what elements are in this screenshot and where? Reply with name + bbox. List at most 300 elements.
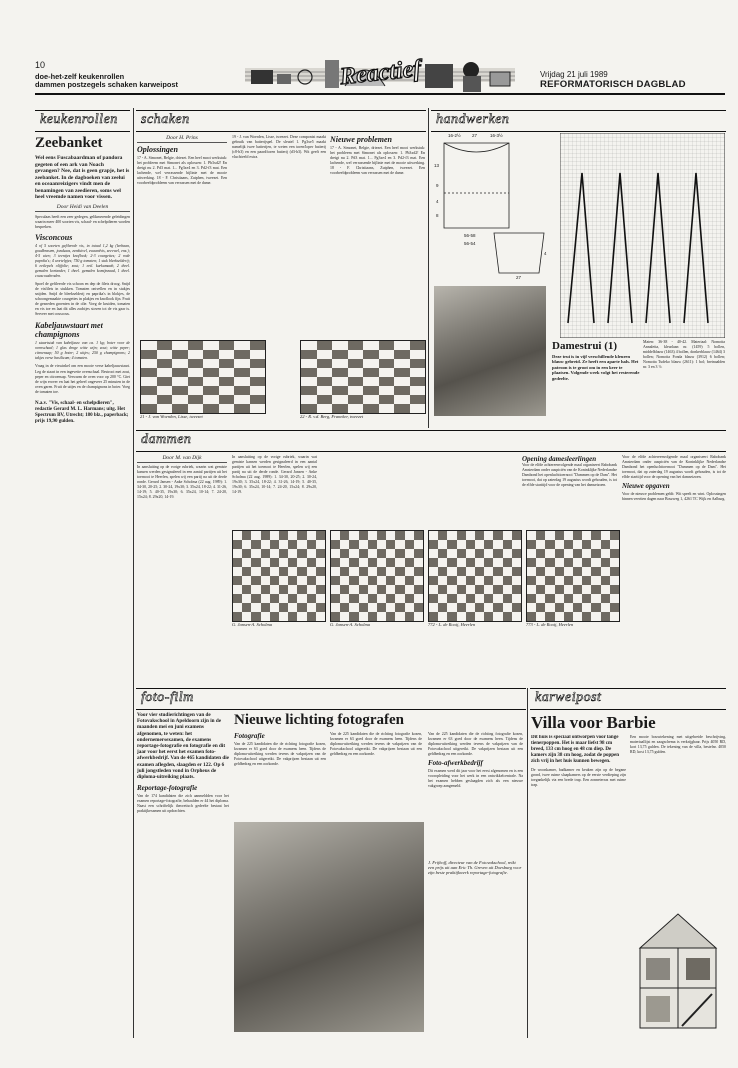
board-square [233,612,242,621]
board-square [233,585,242,594]
board-square [379,368,395,377]
board-square [457,540,466,549]
handwerken-lead: Deze trui is in vijf verschillende kleuren blauw gebreid. Ze heeft een aparte hals. Het patroon is te groot om in een keer te plaatsen. Volgende week volgt het resterende gedeelte. [552,354,640,381]
board-square [429,585,438,594]
board-square [545,531,554,540]
board-square [601,612,610,621]
draughts-diagram-1 [232,530,326,622]
pattern-label-7: 8 [436,213,439,218]
board-square [251,531,260,540]
board-square [429,540,438,549]
board-square [279,612,288,621]
board-square [349,603,358,612]
board-square [317,359,333,368]
board-square [438,531,447,540]
board-square [591,603,600,612]
board-square [438,549,447,558]
board-square [457,549,466,558]
foto-intro-text: Voor vier studierichtingen van de Fotovakschool in Apeldoorn zijn in de maanden mei en juni examens afgenomen, te weten: het ondernemersexamen, de examens reportage-fotografie en fotografie en dit jaar voor het eerst het examen foto-afwerkbedrijf. Van de 465 kandidaten die examen aflegden, slaagden er 122. Op 6 juli jongstleden vond in Orpheus de diploma-uitreiking plaats. [137,712,229,781]
board-square [493,531,502,540]
board-square [394,359,410,368]
board-square [503,540,512,549]
board-square [536,531,545,540]
topics-line-1: doe-het-zelf keukenrollen [35,72,125,81]
foto-heading-fotografie: Fotografie [234,732,265,740]
draughts-caption-2: G. Jansen-A. Scholma [330,622,370,627]
board-square [250,341,266,350]
board-square [527,549,536,558]
paper-name: REFORMATORISCH DAGBLAD [540,79,686,90]
board-square [234,404,250,413]
board-square [493,558,502,567]
board-square [466,576,475,585]
board-square [288,531,297,540]
board-square [157,341,173,350]
board-square [340,540,349,549]
board-square [493,576,502,585]
board-square [297,612,306,621]
board-square [219,368,235,377]
board-square [457,567,466,576]
board-square [234,341,250,350]
board-square [573,558,582,567]
board-square [363,350,379,359]
board-square [429,576,438,585]
foto-caption-box [428,860,523,1030]
board-square [261,576,270,585]
board-square [545,567,554,576]
board-square [307,594,316,603]
board-square [251,576,260,585]
dammen-body-1b: In aansluiting op de vorige rubriek, waarin wat gemiste kansen werden gesignaleerd in een aantal partijen uit het toernooi te Heerlen, spelen wij een partij na uit de derde ronde. Gerard Jansen - Anke Scholma (22 aug. 1989): 1. 34-30, 20-25; 2. 30-24, 19x30; 3. 35x24, 18-22; 4. 31-26, 14-19; 5. 40-35, 19x30; 6. 35x24, 10-14; 7. 24-20, 15x24; 8. 29x20, 14-19. [232,455,317,495]
board-square [601,594,610,603]
board-square [410,395,426,404]
board-square [141,350,157,359]
foto-col-2 [234,732,326,817]
pattern-label-9: 56-54 [464,241,476,246]
board-square [386,576,395,585]
board-square [348,395,364,404]
keuken-recipe-1: 4 of 5 soorten gefileerde vis, in totaal 1,2 kg (leebaan, goudbrasem, jozukaas, zeeduivel, zwaardvis, zeevwel, enz.); 4-5 uien; 3 teentjes knoflook; 2-3 courgettes; 2 rode paprika's; 4 wortelpjes; 750 g tomaten; 1 stuk bleekselderij; 6 eetlepels olijfolie; zout; 1 eetl. kurkumaab, 2 theel. gemalen koriander, 1 theel. gemalen komijnzaad, 1 theel. couscousbroden. [35,243,130,278]
board-square [288,558,297,567]
board-square [297,540,306,549]
board-square [242,576,251,585]
board-square [503,558,512,567]
column-divider-1 [133,108,134,1038]
board-square [363,368,379,377]
board-square [512,585,521,594]
board-square [141,377,157,386]
board-square [573,612,582,621]
board-square [555,540,564,549]
board-square [536,540,545,549]
board-square [234,386,250,395]
board-square [475,603,484,612]
board-square [307,585,316,594]
knitting-chart-grid-icon [560,133,725,338]
board-square [270,576,279,585]
board-square [288,594,297,603]
karwei-col-2 [630,735,726,905]
board-square [484,576,493,585]
board-square [545,612,554,621]
board-square [582,540,591,549]
board-square [157,368,173,377]
board-square [270,594,279,603]
board-square [527,585,536,594]
board-square [331,612,340,621]
board-square [157,386,173,395]
board-square [188,404,204,413]
masthead-topics [35,73,178,90]
board-square [317,377,333,386]
board-square [582,612,591,621]
board-square [307,567,316,576]
board-square [301,350,317,359]
sweater-pattern-icon [434,133,554,283]
board-square [466,603,475,612]
board-square [251,585,260,594]
board-square [297,558,306,567]
board-square [564,567,573,576]
board-square [394,404,410,413]
board-square [250,386,266,395]
board-square [297,594,306,603]
board-square [447,540,456,549]
board-square [157,350,173,359]
board-square [466,531,475,540]
board-square [250,377,266,386]
dammen-body-2b: Voor de elfde achtereenvolgende maal organiseert Rabobank Amsterdam onder auspiciën van de Koninklijke Nederlandse Dambond het openluchttoernooi "Dammen op de Dam". Het toernooi, dat op zaterdag 19 augustus wordt gehouden, is tot de elfde starttijd voor de opening van het damseizoen. [622,455,726,480]
board-square [279,603,288,612]
board-square [429,594,438,603]
board-square [233,576,242,585]
page-number: 10 [35,60,46,70]
board-square [591,576,600,585]
board-square [493,540,502,549]
board-square [512,540,521,549]
board-square [332,341,348,350]
board-square [429,567,438,576]
board-square [368,549,377,558]
board-square [331,531,340,540]
chess-diagram-22 [300,340,426,414]
dammen-col-1 [137,455,227,680]
board-square [234,377,250,386]
board-square [545,540,554,549]
board-square [536,549,545,558]
issue-date: Vrijdag 21 juli 1989 [540,70,608,79]
board-square [447,567,456,576]
board-square [405,603,414,612]
board-square [261,540,270,549]
board-square [457,576,466,585]
board-square [573,585,582,594]
board-square [379,395,395,404]
board-square [359,540,368,549]
board-square [405,540,414,549]
board-square [555,585,564,594]
board-square [340,549,349,558]
schaken-col-2 [232,135,326,335]
pattern-label-11: 4 [544,251,547,256]
board-square [297,549,306,558]
board-square [359,567,368,576]
board-square [573,576,582,585]
board-square [545,549,554,558]
board-square [251,549,260,558]
board-square [157,377,173,386]
board-square [405,567,414,576]
keuken-lead: Wel eens Fuscabaardman of pandora gegeten of een ark van Noach gevangen? Nee, dat is geen grapje, het is zeebanket. In de dagboeken van zeelui en oceaanreizigers vindt men de benamingen van zeedieren, soms wel heel vreemde namen voor vissen. [35,155,130,200]
board-square [484,567,493,576]
board-square [564,594,573,603]
board-square [270,558,279,567]
pattern-label-4: 13 [434,163,440,168]
board-square [414,549,423,558]
board-square [527,558,536,567]
board-square [555,603,564,612]
board-square [527,531,536,540]
board-square [288,603,297,612]
board-square [359,603,368,612]
board-square [332,404,348,413]
keuken-byline: Door Heidi van Deelen [35,204,130,212]
board-square [410,350,426,359]
board-square [601,585,610,594]
board-square [484,531,493,540]
board-square [279,549,288,558]
board-square [379,377,395,386]
board-square [414,585,423,594]
board-square [242,612,251,621]
board-square [288,612,297,621]
board-square [466,612,475,621]
board-square [288,549,297,558]
board-square [379,359,395,368]
board-square [203,350,219,359]
board-square [414,567,423,576]
board-square [447,585,456,594]
board-square [582,549,591,558]
board-square [457,603,466,612]
board-square [410,359,426,368]
board-square [233,531,242,540]
board-square [363,341,379,350]
board-square [545,585,554,594]
board-square [573,567,582,576]
column-divider-3 [527,688,528,1038]
board-square [301,359,317,368]
board-square [233,603,242,612]
board-square [386,585,395,594]
board-square [573,549,582,558]
board-square [251,558,260,567]
board-square [251,603,260,612]
board-square [188,386,204,395]
dammen-byline: Door M. van Dijk [137,455,227,463]
foto-col-3 [330,732,422,817]
board-square [233,540,242,549]
foto-award-photo [234,822,424,1032]
board-square [493,612,502,621]
board-square [331,576,340,585]
board-square [503,576,512,585]
board-square [359,549,368,558]
board-square [555,567,564,576]
board-square [363,359,379,368]
board-square [601,549,610,558]
board-square [261,585,270,594]
board-square [261,558,270,567]
board-square [512,576,521,585]
board-square [279,585,288,594]
board-square [395,612,404,621]
board-square [475,549,484,558]
board-square [331,594,340,603]
board-square [573,594,582,603]
foto-body-1: Van de 225 kandidaten die de richting fotografie kozen, kwamen er 63 goed door de examens heen. Tijdens de diploma-uitreiking werden tevens de vakprijzen van de Fotovakschool uitgereikt. De vakprijzen bestaan uit een geldbedrag en een oorkonde. [234,742,326,767]
board-square [172,350,188,359]
board-square [340,594,349,603]
board-square [203,377,219,386]
chess-diagram-21 [140,340,266,414]
board-square [368,585,377,594]
board-square [410,386,426,395]
board-square [317,341,333,350]
board-square [555,612,564,621]
board-square [405,594,414,603]
board-square [279,540,288,549]
board-square [141,359,157,368]
board-square [555,594,564,603]
board-square [429,531,438,540]
board-square [349,594,358,603]
board-square [348,341,364,350]
board-square [457,585,466,594]
board-square [394,377,410,386]
board-square [475,576,484,585]
board-square [512,594,521,603]
board-square [527,567,536,576]
board-square [564,612,573,621]
board-square [386,531,395,540]
board-square [270,567,279,576]
board-square [316,603,325,612]
board-square [447,576,456,585]
board-square [582,567,591,576]
board-square [536,585,545,594]
board-square [203,404,219,413]
board-square [316,558,325,567]
pattern-label-6: 4 [436,199,439,204]
board-square [261,603,270,612]
board-square [349,549,358,558]
board-square [316,585,325,594]
board-square [475,567,484,576]
board-square [377,594,386,603]
board-square [359,531,368,540]
board-square [410,377,426,386]
board-square [368,594,377,603]
board-square [386,549,395,558]
board-square [493,585,502,594]
draughts-caption-1: G. Jansen-A. Scholma [232,622,272,627]
board-square [394,341,410,350]
board-square [405,585,414,594]
board-square [261,567,270,576]
board-square [340,585,349,594]
board-square [368,531,377,540]
board-square [203,359,219,368]
keuken-body-3: Vraag in de viswinkel om een mooie verse kabeljauwstaart. Leg de staart in een ingevette ovenschaal. Bestrooi met zout, peper en citroensap. Verwarm de oven voor op 200 °C. Giet de wijn erover en laat het geheel ongeveer 25 minuten in de oven garen. Fruit de uitjes en de champignons in boter. Voeg de tomaten toe. [35,364,130,394]
board-square [340,612,349,621]
board-square [582,531,591,540]
board-square [405,558,414,567]
board-square [316,567,325,576]
board-square [582,558,591,567]
board-square [359,576,368,585]
keuken-heading-visconcous: Visconcous [35,232,73,242]
board-square [270,603,279,612]
board-square [466,585,475,594]
board-square [466,549,475,558]
knitting-pattern [434,133,554,283]
board-square [348,359,364,368]
board-square [405,576,414,585]
board-square [261,594,270,603]
board-square [261,612,270,621]
board-square [219,404,235,413]
board-square [242,603,251,612]
board-square [340,531,349,540]
board-square [591,594,600,603]
board-square [301,341,317,350]
board-square [438,585,447,594]
board-square [332,368,348,377]
board-square [242,567,251,576]
board-square [405,531,414,540]
board-square [438,594,447,603]
board-square [564,540,573,549]
board-square [172,386,188,395]
board-square [250,350,266,359]
pattern-label-10: 27 [516,275,522,280]
board-square [233,567,242,576]
board-square [307,612,316,621]
board-square [394,395,410,404]
schaken-body-3: 17 - A. Simonet, Belgie, driezet. Een heel mooi werkstuk: het probleem met Simonet als oplossen: 1. Pb3xd2! En dreigt nu 2. Pd3 mat. 1... Pg3xe4 en 3. Pd2-f3 mat. Een lachende, wel verrassende bijlinie met de mooie uitwerking. 18 - F. Christiaans, Zutphen, tweezet. Een voorbeeldprobleem van verrassen met de dame. [330,146,425,176]
handwerken-material [643,340,725,425]
board-square [307,540,316,549]
board-square [429,558,438,567]
board-square [527,540,536,549]
board-square [234,368,250,377]
board-square [394,368,410,377]
board-square [317,350,333,359]
board-square [545,576,554,585]
board-square [172,395,188,404]
keuken-body-1: Speculaas heeft een zeer gedegen, gelikmerende geleidingen waarin meer 400 soorten vis, schaal- en schelpdieren worden bespreken. [35,214,130,229]
board-square [203,341,219,350]
board-square [242,585,251,594]
board-square [349,585,358,594]
board-square [348,350,364,359]
keuken-recipe-2: 1 staartstuk van kabeljauw van ca. 1 kg; boter voor de ovenschaal; 1 glas droge witte wijn; zout; witte peper; citroensap; 50 g boter; 2 uitjes; 250 g champignons; 2 takjes verse basilicum; 4 tomaten. [35,341,130,361]
schaken-byline: Door H. Prins [137,135,227,143]
foto-heading-reportage: Reportage-fotografie [137,784,198,793]
board-square [545,558,554,567]
